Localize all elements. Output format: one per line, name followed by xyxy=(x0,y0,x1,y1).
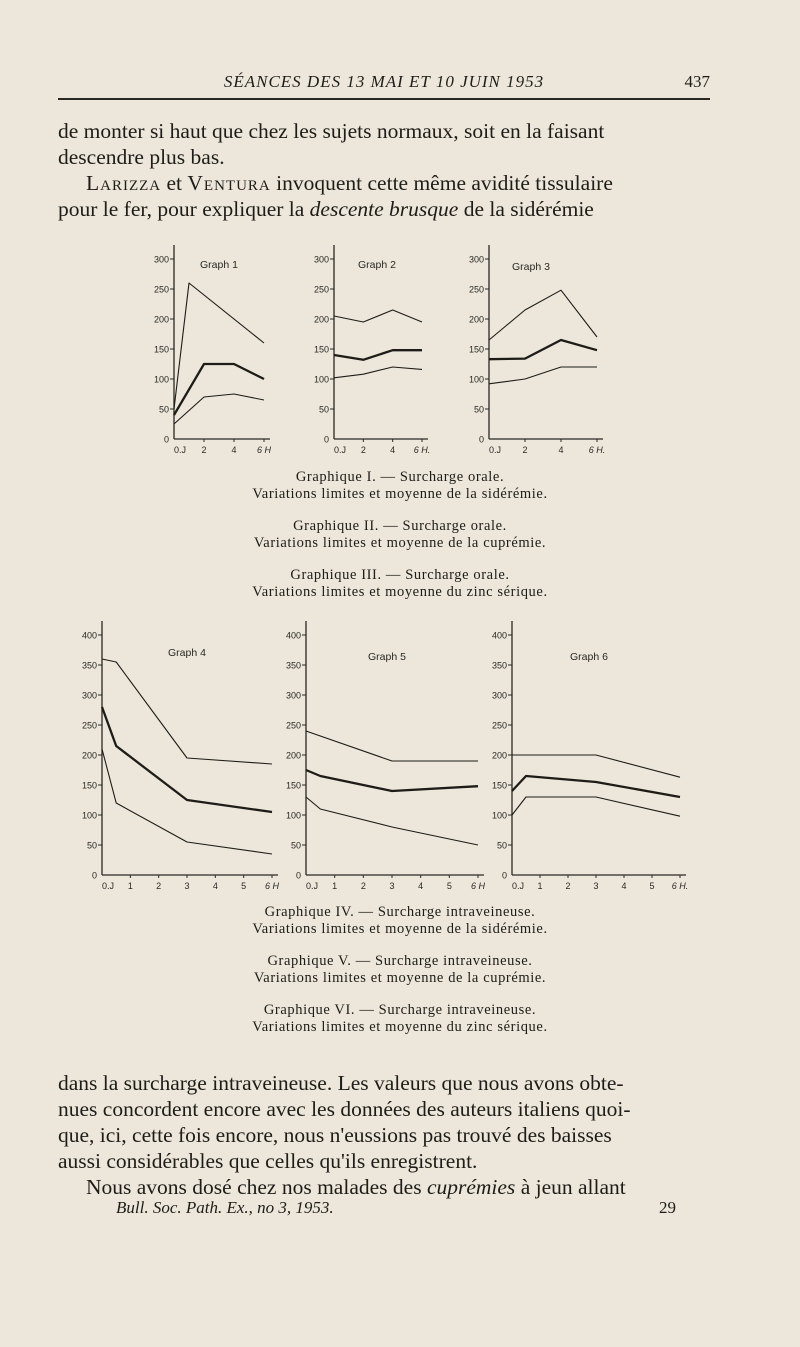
series-line-upper xyxy=(334,310,422,322)
paragraph-bottom xyxy=(58,1070,698,1200)
running-header xyxy=(58,72,710,98)
paragraph-top-line-1: de monter si haut que chez les sujets normaux, soit en la faisant xyxy=(58,119,605,143)
y-tick-label: 100 xyxy=(313,374,329,385)
y-tick-label: 200 xyxy=(313,314,329,325)
y-tick-label: 100 xyxy=(81,810,97,821)
x-tick-label: 2 xyxy=(565,881,571,891)
graph-2 xyxy=(300,244,450,459)
y-tick-label: 400 xyxy=(491,630,507,641)
y-tick-label: 300 xyxy=(285,690,301,701)
graph-title: Graph 3 xyxy=(512,261,550,273)
y-tick-label: 0 xyxy=(91,870,97,881)
x-tick-label: 0.J xyxy=(174,445,187,455)
x-tick-label: 2 xyxy=(156,881,162,891)
x-tick-label: 2 xyxy=(201,445,207,455)
x-tick-label: 0.J xyxy=(306,881,319,891)
y-tick-label: 0 xyxy=(163,434,169,445)
y-tick-label: 250 xyxy=(313,284,329,295)
caption-graphique-5-title: Graphique V. — Surcharge intraveineuse. xyxy=(267,953,533,969)
y-tick-label: 300 xyxy=(81,690,97,701)
x-tick-label: 6 H xyxy=(264,881,280,891)
x-tick-label: 3 xyxy=(184,881,190,891)
graph-title: Graph 5 xyxy=(368,651,406,663)
series-line-lower xyxy=(512,797,680,816)
emphasis-descente-brusque: descente brusque xyxy=(309,197,459,221)
y-tick-label: 400 xyxy=(81,630,97,641)
y-tick-label: 250 xyxy=(491,720,507,731)
caption-graphique-3-subtitle: Variations limites et moyenne du zinc sérique. xyxy=(252,584,548,600)
x-tick-label: 5 xyxy=(241,881,247,891)
y-tick-label: 150 xyxy=(153,344,169,355)
x-tick-label: 1 xyxy=(127,881,133,891)
caption-graphique-2-title: Graphique II. — Surcharge orale. xyxy=(293,518,507,534)
y-tick-label: 50 xyxy=(158,404,169,415)
y-tick-label: 50 xyxy=(290,840,301,851)
caption-graphique-6-subtitle: Variations limites et moyenne du zinc sérique. xyxy=(252,1019,548,1035)
y-tick-label: 250 xyxy=(285,720,301,731)
caption-graphique-3-title: Graphique III. — Surcharge orale. xyxy=(290,567,510,583)
series-line-upper xyxy=(102,659,272,764)
x-tick-label: 3 xyxy=(593,881,599,891)
graph-3 xyxy=(455,244,615,459)
y-tick-label: 400 xyxy=(285,630,301,641)
paragraph-top-line-4 xyxy=(58,196,698,222)
emphasis-cupremies: cuprémies xyxy=(426,1175,516,1199)
graph-5 xyxy=(276,632,491,897)
y-tick-label: 100 xyxy=(285,810,301,821)
y-tick-label: 50 xyxy=(473,404,484,415)
paragraph-bottom-line-2: nues concordent encore avec les données des auteurs italiens quoi- xyxy=(58,1097,631,1121)
conjunction-et: et xyxy=(161,171,188,195)
paragraph-bottom-line-1: dans la surcharge intraveineuse. Les valeurs que nous avons obte- xyxy=(58,1071,624,1095)
y-tick-label: 100 xyxy=(153,374,169,385)
y-tick-label: 300 xyxy=(491,690,507,701)
header-title: SÉANCES DES 13 MAI ET 10 JUIN 1953 xyxy=(223,72,545,91)
x-tick-label: 4 xyxy=(212,881,218,891)
y-tick-label: 250 xyxy=(81,720,97,731)
x-tick-label: 6 H. xyxy=(588,445,606,455)
paragraph-top-line-3-rest: invoquent cette même avidité tissulaire xyxy=(270,171,613,195)
caption-graphique-1-subtitle: Variations limites et moyenne de la sidérémie. xyxy=(252,486,548,502)
series-line-mean xyxy=(489,340,597,359)
y-tick-label: 200 xyxy=(468,314,484,325)
x-tick-label: 4 xyxy=(558,445,564,455)
series-line-mean xyxy=(512,776,680,797)
y-tick-label: 150 xyxy=(491,780,507,791)
series-line-lower xyxy=(102,749,272,854)
x-tick-label: 6 H. xyxy=(671,881,689,891)
graph-title: Graph 1 xyxy=(200,259,238,271)
author-name-ventura: Ventura xyxy=(187,171,271,195)
y-tick-label: 50 xyxy=(86,840,97,851)
y-tick-label: 300 xyxy=(153,254,169,265)
y-tick-label: 250 xyxy=(153,284,169,295)
paragraph-bottom-line-5 xyxy=(58,1174,698,1200)
graph-title: Graph 6 xyxy=(570,651,608,663)
caption-graphique-4-title: Graphique IV. — Surcharge intraveineuse. xyxy=(264,904,536,920)
y-tick-label: 0 xyxy=(295,870,301,881)
graph-6 xyxy=(482,632,697,897)
captions-row-1 xyxy=(100,469,700,601)
series-line-lower xyxy=(489,367,597,384)
header-page-number: 437 xyxy=(684,72,710,91)
x-tick-label: 2 xyxy=(360,881,366,891)
paragraph-top-line-3 xyxy=(58,170,698,196)
series-line-mean xyxy=(306,770,478,791)
series-line-lower xyxy=(174,394,264,424)
captions-row-2 xyxy=(100,904,700,1036)
y-tick-label: 250 xyxy=(468,284,484,295)
x-tick-label: 6 H xyxy=(256,445,272,455)
y-tick-label: 150 xyxy=(313,344,329,355)
author-name-larizza: Larizza xyxy=(86,171,162,195)
paragraph-bottom-line-4: aussi considérables que celles qu'ils enregistrent. xyxy=(58,1149,478,1173)
y-tick-label: 200 xyxy=(153,314,169,325)
series-line-lower xyxy=(306,797,478,845)
x-tick-label: 4 xyxy=(231,445,237,455)
x-tick-label: 1 xyxy=(332,881,338,891)
graph-4 xyxy=(72,632,287,897)
footer-signature-number: 29 xyxy=(659,1198,676,1217)
x-tick-label: 4 xyxy=(390,445,396,455)
caption-graphique-4-subtitle: Variations limites et moyenne de la sidérémie. xyxy=(252,921,548,937)
y-tick-label: 350 xyxy=(491,660,507,671)
x-tick-label: 5 xyxy=(446,881,452,891)
x-tick-label: 4 xyxy=(621,881,627,891)
paragraph-top-line-4-start: pour le fer, pour expliquer la xyxy=(58,197,310,221)
y-tick-label: 300 xyxy=(468,254,484,265)
x-tick-label: 3 xyxy=(389,881,395,891)
y-tick-label: 200 xyxy=(491,750,507,761)
x-tick-label: 6 H xyxy=(470,881,486,891)
paragraph-top xyxy=(58,118,698,222)
y-tick-label: 0 xyxy=(478,434,484,445)
y-tick-label: 150 xyxy=(81,780,97,791)
header-rule xyxy=(58,98,710,100)
x-tick-label: 2 xyxy=(522,445,528,455)
y-tick-label: 300 xyxy=(313,254,329,265)
series-line-upper xyxy=(512,755,680,777)
series-line-upper xyxy=(306,731,478,761)
paragraph-bottom-line-3: que, ici, cette fois encore, nous n'eussions pas trouvé des baisses xyxy=(58,1123,612,1147)
paragraph-top-line-2: descendre plus bas. xyxy=(58,145,225,169)
x-tick-label: 2 xyxy=(360,445,366,455)
x-tick-label: 0.J xyxy=(512,881,525,891)
y-tick-label: 50 xyxy=(496,840,507,851)
y-tick-label: 350 xyxy=(285,660,301,671)
series-line-mean xyxy=(334,350,422,360)
x-tick-label: 5 xyxy=(649,881,655,891)
y-tick-label: 200 xyxy=(285,750,301,761)
y-tick-label: 50 xyxy=(318,404,329,415)
graph-title: Graph 4 xyxy=(168,647,206,659)
x-tick-label: 0.J xyxy=(489,445,502,455)
y-tick-label: 150 xyxy=(285,780,301,791)
series-line-lower xyxy=(334,367,422,378)
footer-journal-reference: Bull. Soc. Path. Ex., no 3, 1953. xyxy=(116,1198,334,1217)
x-tick-label: 1 xyxy=(537,881,543,891)
series-line-mean xyxy=(174,364,264,415)
page-footer xyxy=(116,1198,676,1222)
x-tick-label: 6 H. xyxy=(413,445,431,455)
caption-graphique-2-subtitle: Variations limites et moyenne de la cuprémie. xyxy=(253,535,547,551)
y-tick-label: 100 xyxy=(491,810,507,821)
x-tick-label: 0.J xyxy=(334,445,347,455)
y-tick-label: 200 xyxy=(81,750,97,761)
y-tick-label: 0 xyxy=(323,434,329,445)
y-tick-label: 350 xyxy=(81,660,97,671)
graph-1 xyxy=(140,244,290,459)
y-tick-label: 150 xyxy=(468,344,484,355)
caption-graphique-1-title: Graphique I. — Surcharge orale. xyxy=(295,469,505,485)
y-tick-label: 0 xyxy=(501,870,507,881)
paragraph-top-line-4-end: de la sidérémie xyxy=(458,197,594,221)
x-tick-label: 4 xyxy=(418,881,424,891)
caption-graphique-6-title: Graphique VI. — Surcharge intraveineuse. xyxy=(263,1002,537,1018)
x-tick-label: 0.J xyxy=(102,881,115,891)
paragraph-bottom-line-5-start: Nous avons dosé chez nos malades des xyxy=(86,1175,427,1199)
series-line-mean xyxy=(102,707,272,812)
graph-title: Graph 2 xyxy=(358,259,396,271)
y-tick-label: 100 xyxy=(468,374,484,385)
series-line-upper xyxy=(489,290,597,340)
caption-graphique-5-subtitle: Variations limites et moyenne de la cuprémie. xyxy=(253,970,547,986)
paragraph-bottom-line-5-end: à jeun allant xyxy=(515,1175,626,1199)
